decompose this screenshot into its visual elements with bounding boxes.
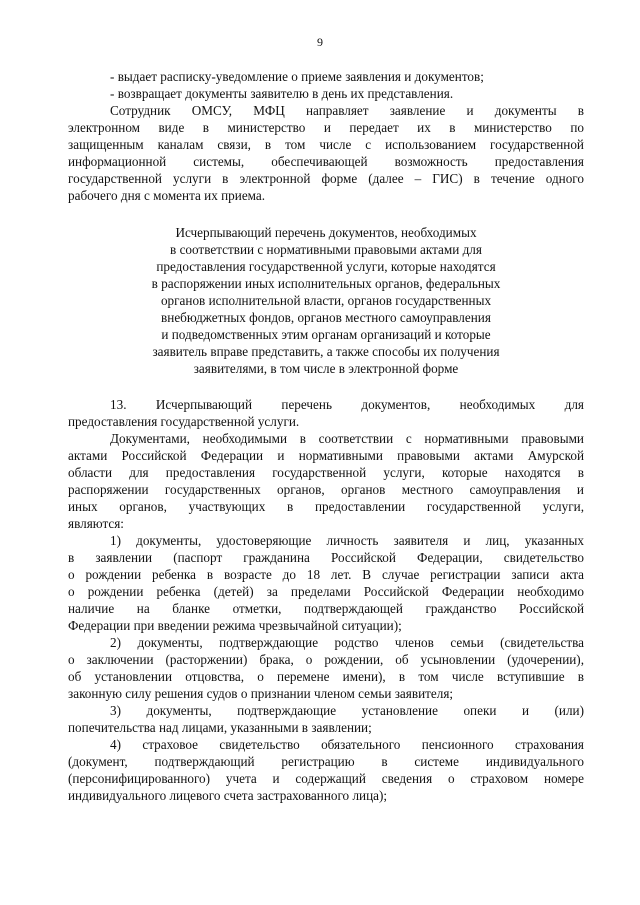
paragraph-line: индивидуального лицевого счета застрахованного лица); <box>68 788 388 803</box>
paragraph-line: являются: <box>68 516 124 531</box>
paragraph-line: актами Российской Федерации и нормативными правовыми актами Амурской <box>68 448 584 463</box>
paragraph-line: области для предоставления государственной услуги, которые находятся в <box>68 465 584 480</box>
paragraph-line: предоставления государственной услуги. <box>68 414 300 429</box>
paragraph-line: наличие на бланке отметки, подтверждающей гражданство Российской <box>68 601 584 616</box>
paragraph-line: - возвращает документы заявителю в день их представления. <box>110 86 454 101</box>
section-heading-line: в соответствии с нормативными правовыми актами для <box>170 242 482 257</box>
paragraph-line: государственной услуги в электронной форме (далее – ГИС) в течение одного <box>68 171 584 186</box>
paragraph-line: (документ, подтверждающий регистрацию в системе индивидуального <box>68 754 584 769</box>
section-heading-line: заявитель вправе представить, а также способы их получения <box>152 344 500 359</box>
paragraph-line: о рождении ребенка в возрасте до 18 лет. В случае регистрации записи акта <box>68 567 584 582</box>
paragraph-line: - выдает расписку-уведомление о приеме заявления и документов; <box>110 69 484 84</box>
paragraph-line: 2) документы, подтверждающие родство членов семьи (свидетельства <box>110 635 584 650</box>
paragraph-line: попечительства над лицами, указанными в заявлении; <box>68 720 372 735</box>
section-heading-line: заявителями, в том числе в электронной форме <box>193 361 459 376</box>
paragraph-line: 1) документы, удостоверяющие личность заявителя и лиц, указанных <box>110 533 584 548</box>
paragraph-line: информационной системы, обеспечивающей возможность предоставления <box>68 154 584 169</box>
paragraph-line: законную силу решения судов о признании членом семьи заявителя; <box>68 686 454 701</box>
paragraph-line: в заявлении (паспорт гражданина Российской Федерации, свидетельство <box>68 550 584 565</box>
paragraph-line: Документами, необходимыми в соответствии с нормативными правовыми <box>110 431 584 446</box>
paragraph-line: 3) документы, подтверждающие установление опеки и (или) <box>110 703 584 718</box>
paragraph-line: о рождении ребенка (детей) за пределами Российской Федерации необходимо <box>68 584 584 599</box>
paragraph-line: о заключении (расторжении) брака, о рождении, об усыновлении (удочерении), <box>68 652 584 667</box>
section-heading-line: внебюджетных фондов, органов местного самоуправления <box>161 310 491 325</box>
paragraph-line: Федерации при введении режима чрезвычайной ситуации); <box>68 618 402 633</box>
section-heading-line: органов исполнительной власти, органов государственных <box>160 293 492 308</box>
section-heading-line: и подведомственных этим органам организаций и которые <box>161 327 491 342</box>
paragraph-line: электронном виде в министерство и передает их в министерство по <box>68 120 584 135</box>
section-heading-line: в распоряжении иных исполнительных органов, федеральных <box>151 276 501 291</box>
paragraph-line: иных органов, участвующих в предоставлении государственной услуги, <box>68 499 584 514</box>
paragraph-line: распоряжении государственных органов, органов местного самоуправления и <box>68 482 584 497</box>
paragraph-line: защищенным каналам связи, в том числе с использованием государственной <box>68 137 584 152</box>
section-heading-line: предоставления государственной услуги, которые находятся <box>156 259 496 274</box>
paragraph-line: об установлении отцовства, о перемене имени), в том числе вступившие в <box>68 669 584 684</box>
paragraph-line: 13. Исчерпывающий перечень документов, необходимых для <box>110 397 584 412</box>
paragraph-line: Сотрудник ОМСУ, МФЦ направляет заявление и документы в <box>110 103 584 118</box>
paragraph-line: рабочего дня с момента их приема. <box>68 188 266 203</box>
section-heading-line: Исчерпывающий перечень документов, необходимых <box>175 225 477 240</box>
paragraph-line: (персонифицированного) учета и содержащий сведения о страховом номере <box>68 771 584 786</box>
page-number: 9 <box>317 35 323 49</box>
paragraph-line: 4) страховое свидетельство обязательного пенсионного страхования <box>110 737 584 752</box>
